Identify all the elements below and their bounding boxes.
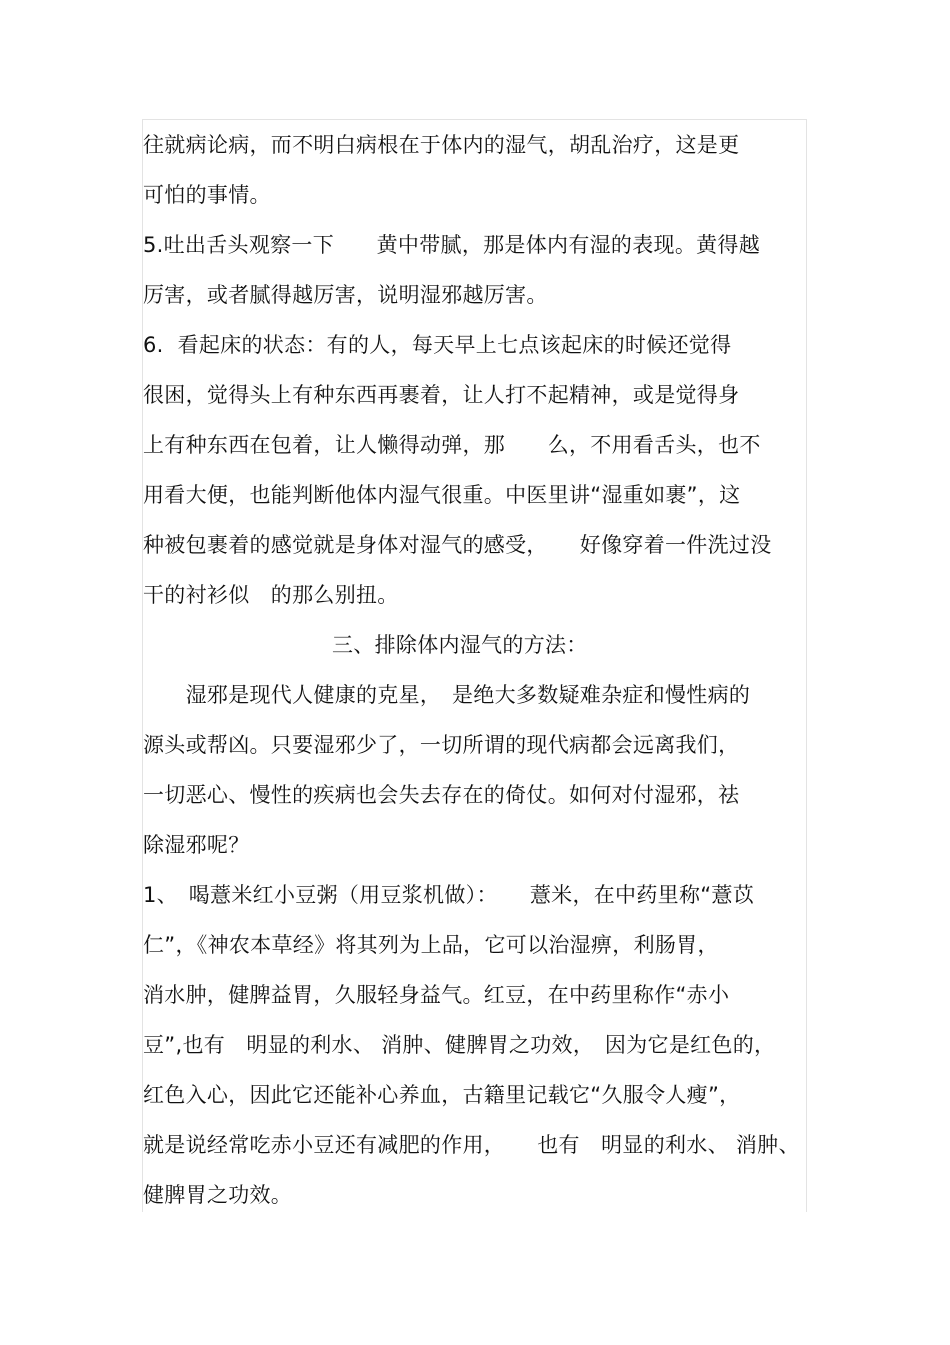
text-line: 用看大便，也能判断他体内湿气很重。中医里讲“湿重如裹”，这: [143, 483, 741, 507]
text-line: 健脾胃之功效。: [143, 1183, 293, 1207]
text-line: 干的衬衫似 的那么别扭。: [143, 583, 399, 607]
text-line: 一切恶心、慢性的疾病也会失去存在的倚仗。如何对付湿邪，祛: [143, 783, 740, 807]
text-line: 上有种东西在包着，让人懒得动弹，那 么，不用看舌头，也不: [143, 433, 761, 457]
text-line: 6. 看起床的状态：有的人，每天早上七点该起床的时候还觉得: [143, 333, 732, 357]
text-line: 除湿邪呢？: [143, 833, 250, 857]
section-heading: 三、排除体内湿气的方法：: [332, 633, 588, 657]
page-border-top: [142, 119, 807, 120]
text-line: 豆”,也有 明显的利水、 消肿、健脾胃之功效， 因为它是红色的，: [143, 1033, 776, 1057]
text-line: 消水肿，健脾益胃，久服轻身益气。红豆，在中药里称作“赤小: [143, 983, 730, 1007]
text-line: 仁”，《神农本草经》将其列为上品，它可以治湿痹，利肠胃，: [143, 933, 719, 957]
page-border-right: [806, 119, 807, 1212]
text-line: 5.吐出舌头观察一下 黄中带腻，那是体内有湿的表现。黄得越: [143, 233, 761, 257]
text-line: 可怕的事情。: [143, 183, 271, 207]
text-line: 湿邪是现代人健康的克星， 是绝大多数疑难杂症和慢性病的: [143, 683, 751, 707]
text-line: 厉害，或者腻得越厉害，说明湿邪越厉害。: [143, 283, 548, 307]
text-line: 源头或帮凶。只要湿邪少了，一切所谓的现代病都会远离我们，: [143, 733, 740, 757]
text-line: 就是说经常吃赤小豆还有减肥的作用， 也有 明显的利水、 消肿、: [143, 1133, 800, 1157]
text-line: 红色入心，因此它还能补心养血，古籍里记载它“久服令人瘦”，: [143, 1083, 741, 1107]
text-line: 很困，觉得头上有种东西再裹着，让人打不起精神，或是觉得身: [143, 383, 740, 407]
text-line: 1、 喝薏米红小豆粥（用豆浆机做）： 薏米，在中药里称“薏苡: [143, 883, 755, 907]
text-line: 种被包裹着的感觉就是身体对湿气的感受， 好像穿着一件洗过没: [143, 533, 772, 557]
text-line: 往就病论病，而不明白病根在于体内的湿气，胡乱治疗，这是更: [143, 133, 740, 157]
